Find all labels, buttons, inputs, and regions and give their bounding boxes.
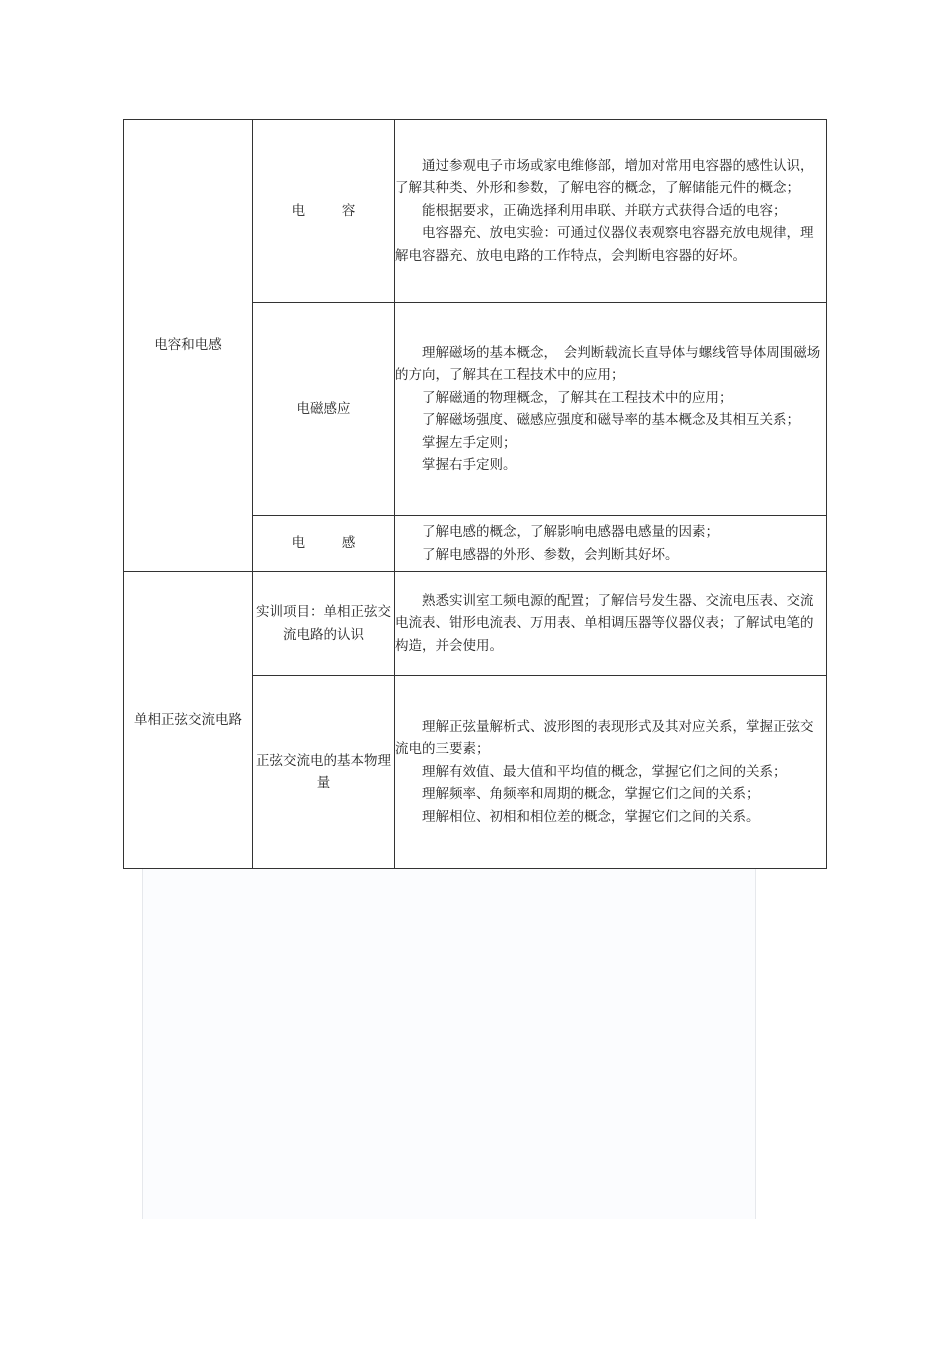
content-cell	[395, 516, 827, 572]
background-panel	[142, 869, 756, 1219]
content-paragraph: 掌握左手定则；	[422, 434, 517, 451]
content-paragraph: 了解磁场强度、磁感应强度和磁导率的基本概念及其相互关系；	[422, 412, 800, 428]
content-paragraph: 了解电感的概念，了解影响电感器电感量的因素；	[422, 524, 719, 540]
category-cell	[124, 572, 253, 869]
content-paragraph: 熟悉实训室工频电源的配置；了解信号发生器、交流电压表、交流电流表、钳形电流表、万用表、单相调压器等仪器仪表；了解试电笔的构造，并会使用。	[395, 592, 814, 654]
content-cell	[395, 120, 827, 303]
content-paragraph: 能根据要求，正确选择利用串联、并联方式获得合适的电容；	[422, 202, 787, 219]
topic-cell	[253, 303, 395, 516]
topic-cell	[253, 120, 395, 303]
topic-cell	[253, 572, 395, 676]
topic-cell	[253, 516, 395, 572]
content-paragraph: 理解频率、角频率和周期的概念，掌握它们之间的关系；	[422, 786, 760, 803]
table-row	[124, 120, 827, 303]
table-row	[124, 572, 827, 676]
topic-label: 实训项目：单相正弦交流电路的认识	[256, 604, 391, 643]
topic-label: 电磁感应	[296, 400, 351, 417]
category-label: 电容和电感	[154, 337, 222, 354]
content-paragraph: 掌握右手定则。	[422, 457, 517, 473]
topic-label: 正弦交流电的基本物理量	[256, 752, 391, 791]
content-paragraph: 理解相位、初相和相位差的概念，掌握它们之间的关系。	[422, 808, 760, 825]
content-paragraph: 了解电感器的外形、参数，会判断其好坏。	[422, 546, 679, 563]
topic-label: 电 容	[291, 202, 372, 219]
content-paragraph: 通过参观电子市场或家电维修部，增加对常用电容器的感性认识，了解其种类、外形和参数，了解电容的概念，了解储能元件的概念；	[395, 157, 814, 197]
content-paragraph: 理解有效值、最大值和平均值的概念，掌握它们之间的关系；	[422, 763, 787, 780]
syllabus-table	[123, 119, 827, 869]
category-cell	[124, 120, 253, 572]
content-paragraph: 了解磁通的物理概念，了解其在工程技术中的应用；	[422, 389, 733, 406]
topic-label: 电 感	[291, 535, 372, 552]
content-paragraph: 理解磁场的基本概念， 会判断载流长直导体与螺线管导体周围磁场的方向，了解其在工程技术中的应用；	[395, 344, 821, 383]
category-label: 单相正弦交流电路	[134, 711, 242, 728]
topic-cell	[253, 676, 395, 869]
content-paragraph: 理解正弦量解析式、波形图的表现形式及其对应关系，掌握正弦交流电的三要素；	[395, 718, 814, 758]
content-cell	[395, 572, 827, 676]
content-cell	[395, 676, 827, 869]
content-paragraph: 电容器充、放电实验：可通过仪器仪表观察电容器充放电规律，理解电容器充、放电电路的工作特点，会判断电容器的好坏。	[395, 225, 814, 264]
content-cell	[395, 303, 827, 516]
